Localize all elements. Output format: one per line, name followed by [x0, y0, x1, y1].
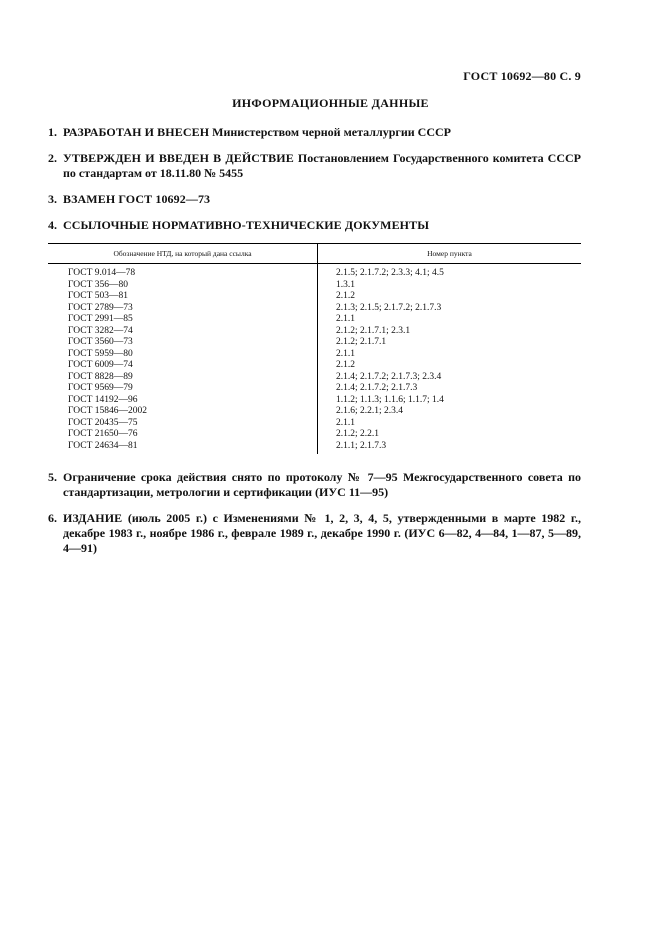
item-text: Ограничение срока действия снято по протоколу № 7—95 Межгосударственного совета по стандартизации, метрологии и сертификации (ИУС 11—95)	[63, 470, 581, 499]
table-cell-clause: 2.1.2; 2.2.1	[336, 429, 380, 439]
item-references	[48, 218, 581, 233]
column-header-clause: Номер пункта	[318, 244, 582, 264]
item-heading: ВЗАМЕН ГОСТ 10692—73	[63, 192, 211, 206]
table-cell-document: ГОСТ 20435—75	[48, 418, 318, 430]
item-edition	[48, 511, 581, 556]
table-cell-document: ГОСТ 24634—81	[48, 441, 318, 455]
table-row	[48, 314, 581, 326]
page-header-doc-ref: ГОСТ 10692—80 С. 9	[463, 69, 581, 83]
table-row	[48, 372, 581, 384]
item-replaces	[48, 192, 581, 207]
table-cell-clause: 2.1.5; 2.1.7.2; 2.3.3; 4.1; 4.5	[336, 268, 444, 278]
table-row	[48, 395, 581, 407]
table-cell-clause: 2.1.1	[336, 348, 355, 359]
item-validity-removed	[48, 470, 581, 500]
table-cell-document: ГОСТ 3282—74	[48, 326, 318, 338]
item-number: 4.	[48, 218, 57, 232]
table-cell-document: ГОСТ 2789—73	[48, 303, 318, 315]
table-row	[48, 429, 581, 441]
table-cell-document: ГОСТ 14192—96	[48, 395, 318, 407]
item-heading: РАЗРАБОТАН И ВНЕСЕН	[63, 125, 210, 139]
table-row	[48, 280, 581, 292]
table-cell-document: ГОСТ 8828—89	[48, 372, 318, 384]
item-text: (июль 2005 г.) с Изменениями № 1, 2, 3, 4, 5, утвержденными в марте 1982 г., декабре 1983 г., ноябре 1986 г., феврале 1989 г., декабре 1990 г. (ИУС 6—82, 4—84, 1—87, 5—89, 4—91)	[63, 511, 581, 555]
item-number: 3.	[48, 192, 57, 206]
table-cell-clause: 2.1.2; 2.1.7.1; 2.3.1	[336, 325, 411, 336]
table-cell-document: ГОСТ 5959—80	[48, 349, 318, 361]
table-cell-clause: 2.1.4; 2.1.7.2; 2.1.7.3; 2.3.4	[336, 371, 442, 382]
item-number: 1.	[48, 125, 57, 139]
table-cell-document: ГОСТ 356—80	[48, 280, 318, 292]
table-cell-document: ГОСТ 21650—76	[48, 429, 318, 441]
table-row	[48, 418, 581, 430]
table-cell-clause: 1.1.2; 1.1.3; 1.1.6; 1.1.7; 1.4	[336, 394, 444, 405]
table-cell-clause: 2.1.1; 2.1.7.3	[336, 440, 387, 451]
table-cell-clause: 2.1.3; 2.1.5; 2.1.7.2; 2.1.7.3	[336, 302, 442, 313]
table-cell-clause: 2.1.6; 2.2.1; 2.3.4	[336, 406, 404, 416]
table-cell-document: ГОСТ 9.014—78	[48, 264, 318, 280]
item-approved	[48, 151, 581, 181]
item-number: 6.	[48, 511, 57, 525]
table-cell-clause: 2.1.4; 2.1.7.2; 2.1.7.3	[336, 383, 418, 393]
table-row	[48, 349, 581, 361]
table-cell-clause: 2.1.2; 2.1.7.1	[336, 337, 387, 347]
table-row	[48, 264, 581, 280]
item-text: Постановлением Государственного комитета СССР по стандартам от 18.11.80 № 5455	[63, 151, 581, 180]
table-cell-clause: 2.1.1	[336, 417, 355, 428]
table-row	[48, 360, 581, 372]
item-heading: ИЗДАНИЕ	[63, 511, 123, 525]
table-cell-clause: 2.1.2	[336, 291, 355, 301]
table-cell-document: ГОСТ 3560—73	[48, 337, 318, 349]
table-cell-document: ГОСТ 503—81	[48, 291, 318, 303]
table-cell-clause: 1.3.1	[336, 279, 355, 290]
table-cell-document: ГОСТ 9569—79	[48, 383, 318, 395]
item-developed	[48, 125, 581, 140]
table-cell-document: ГОСТ 15846—2002	[48, 406, 318, 418]
table-cell-document: ГОСТ 2991—85	[48, 314, 318, 326]
item-text: Министерством черной металлургии СССР	[209, 125, 451, 139]
references-table	[48, 243, 581, 454]
table-cell-document: ГОСТ 6009—74	[48, 360, 318, 372]
table-row	[48, 441, 581, 455]
table-row	[48, 337, 581, 349]
table-header-row	[48, 244, 581, 264]
item-number: 2.	[48, 151, 57, 165]
table-row	[48, 383, 581, 395]
item-number: 5.	[48, 470, 57, 484]
table-row	[48, 303, 581, 315]
item-heading: ССЫЛОЧНЫЕ НОРМАТИВНО-ТЕХНИЧЕСКИЕ ДОКУМЕНТЫ	[63, 218, 430, 232]
table-cell-clause: 2.1.1	[336, 314, 355, 324]
table-row	[48, 291, 581, 303]
item-heading: УТВЕРЖДЕН И ВВЕДЕН В ДЕЙСТВИЕ	[63, 151, 294, 165]
page-title: ИНФОРМАЦИОННЫЕ ДАННЫЕ	[232, 96, 429, 110]
table-row	[48, 326, 581, 338]
table-row	[48, 406, 581, 418]
table-cell-clause: 2.1.2	[336, 360, 355, 370]
column-header-document: Обозначение НТД, на который дана ссылка	[48, 244, 318, 264]
